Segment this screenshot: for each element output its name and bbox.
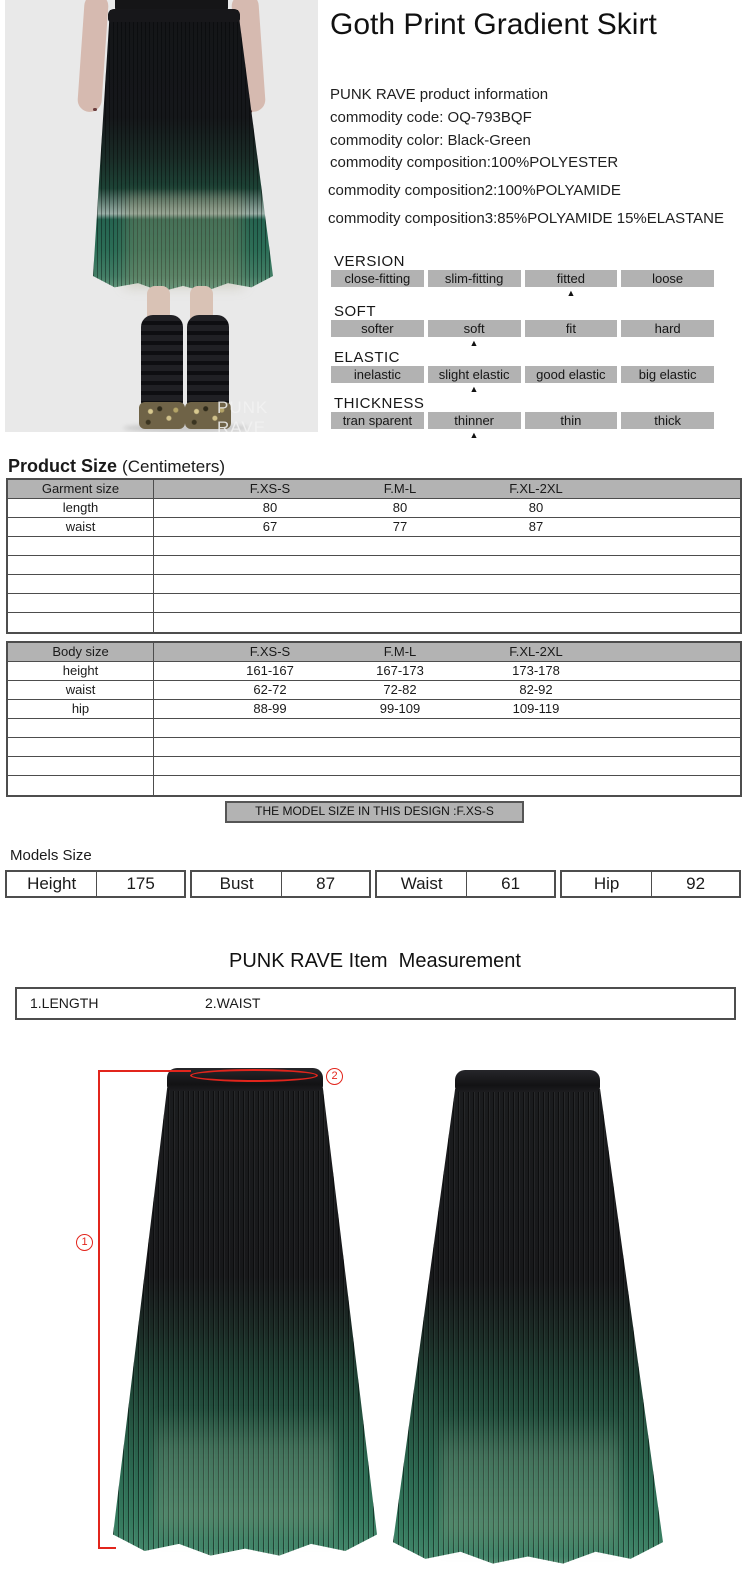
sheer-hem-area: [125, 195, 243, 287]
attr-option: slim-fitting: [428, 270, 521, 287]
model-size-note: THE MODEL SIZE IN THIS DESIGN :F.XS-S: [225, 801, 524, 823]
table-row-empty: [8, 556, 740, 575]
table-divider: [153, 643, 154, 795]
ms-value: 87: [316, 874, 336, 893]
attr-version-label: VERSION: [334, 253, 406, 270]
attr-elastic-label: ELASTIC: [334, 349, 401, 366]
ms-label: Bust: [192, 872, 282, 896]
cell-value: 80: [528, 500, 544, 515]
header-cell: Body size: [52, 644, 109, 659]
attr-option-selected: soft: [428, 320, 521, 337]
header-cell: F.XS-S: [249, 644, 291, 659]
row-label: height: [62, 663, 99, 678]
header-cell: F.M-L: [383, 481, 417, 496]
cell-value: 161-167: [246, 663, 294, 678]
table-row-empty: [8, 757, 740, 776]
product-title: Goth Print Gradient Skirt: [330, 8, 657, 41]
commodity-color: commodity color: Black-Green: [330, 132, 531, 149]
table-row: [8, 662, 740, 681]
nail-detail: [93, 108, 97, 111]
attr-option: big elastic: [621, 366, 714, 383]
commodity-composition3: commodity composition3:85%POLYAMIDE 15%ELASTANE: [328, 210, 724, 227]
skirt-back-sheer: [440, 1415, 620, 1555]
attr-option: thick: [621, 412, 714, 429]
table-row: [8, 700, 740, 719]
attr-option: good elastic: [525, 366, 618, 383]
cell-value: 67: [262, 519, 278, 534]
attr-thickness-options: [331, 412, 714, 429]
table-divider: [153, 480, 154, 632]
garment-size-table: [6, 478, 742, 634]
attr-option: hard: [621, 320, 714, 337]
attr-option-selected: thinner: [428, 412, 521, 429]
annotation-circle-1: 1: [76, 1234, 93, 1251]
row-label: hip: [71, 701, 90, 716]
ms-value: 175: [126, 874, 155, 893]
cell-value: 167-173: [376, 663, 424, 678]
attr-thickness-label: THICKNESS: [334, 395, 425, 412]
product-size-title-bold: Product Size: [8, 456, 118, 476]
table-header-row: [8, 480, 740, 499]
table-row-empty: [8, 594, 740, 613]
measurement-title: PUNK RAVE Item Measurement: [229, 950, 521, 972]
cell-value: 87: [528, 519, 544, 534]
skirt-front-sheer: [155, 1410, 335, 1545]
skirt-back-waistband: [455, 1070, 600, 1092]
cell-value: 82-92: [519, 682, 553, 697]
cell-value: 80: [392, 500, 408, 515]
commodity-composition2: commodity composition2:100%POLYAMIDE: [328, 182, 621, 199]
commodity-composition: commodity composition:100%POLYESTER: [330, 154, 619, 171]
model-left-arm: [77, 0, 109, 113]
cell-value: 77: [392, 519, 408, 534]
attr-option: loose: [621, 270, 714, 287]
table-row: [8, 499, 740, 518]
annotation-circle-2: 2: [326, 1068, 343, 1085]
header-cell: Garment size: [41, 481, 120, 496]
header-cell: F.XL-2XL: [509, 644, 563, 659]
left-boot-platform: [139, 402, 185, 429]
attr-option: thin: [525, 412, 618, 429]
attr-option: tran sparent: [331, 412, 424, 429]
table-row-empty: [8, 776, 740, 795]
attr-option-selected: slight elastic: [428, 366, 521, 383]
attr-soft-options: [331, 320, 714, 337]
brand-watermark: PUNK RAVE: [217, 398, 269, 432]
length-measure-line: [98, 1071, 100, 1549]
body-size-table: [6, 641, 742, 797]
arrow-up-icon: ▲: [469, 338, 479, 348]
cell-value: 99-109: [379, 701, 421, 716]
table-row: [8, 518, 740, 537]
product-size-title: [8, 456, 225, 477]
product-size-title-note: (Centimeters): [122, 457, 226, 476]
row-label: waist: [65, 519, 96, 534]
ms-label: Height: [7, 872, 97, 896]
table-row-empty: [8, 575, 740, 594]
table-header-row: [8, 643, 740, 662]
arrow-up-icon: ▲: [566, 288, 576, 298]
table-row: [8, 681, 740, 700]
header-cell: F.XS-S: [249, 481, 291, 496]
attr-option: softer: [331, 320, 424, 337]
cell-value: 62-72: [253, 682, 287, 697]
right-boot: [187, 315, 229, 407]
measurement-item-length: 1.LENGTH: [30, 995, 99, 1011]
row-label: waist: [65, 682, 96, 697]
ms-value: 92: [686, 874, 706, 893]
length-measure-bottom-tick: [98, 1547, 116, 1549]
header-cell: F.M-L: [383, 644, 417, 659]
header-cell: F.XL-2XL: [509, 481, 563, 496]
models-size-waist: [375, 870, 556, 898]
attr-version-options: [331, 270, 714, 287]
measurement-legend: [15, 987, 736, 1020]
skirt-waistband: [108, 9, 240, 22]
cell-value: 72-82: [383, 682, 417, 697]
table-row-empty: [8, 613, 740, 632]
arrow-up-icon: ▲: [469, 430, 479, 440]
attr-option: inelastic: [331, 366, 424, 383]
ms-label: Hip: [562, 872, 652, 896]
cell-value: 109-119: [512, 701, 560, 716]
cell-value: 173-178: [512, 663, 560, 678]
row-label: length: [62, 500, 99, 515]
ms-value: 61: [501, 874, 521, 893]
models-size-title: Models Size: [10, 847, 92, 864]
attr-option: close-fitting: [331, 270, 424, 287]
attr-elastic-options: [331, 366, 714, 383]
table-row-empty: [8, 719, 740, 738]
table-row-empty: [8, 537, 740, 556]
measurement-item-waist: 2.WAIST: [205, 995, 261, 1011]
attr-option: fit: [525, 320, 618, 337]
cell-value: 88-99: [253, 701, 287, 716]
info-header: PUNK RAVE product information: [330, 86, 549, 103]
left-boot: [141, 315, 183, 407]
models-size-bust: [190, 870, 371, 898]
models-size-hip: [560, 870, 741, 898]
attr-soft-label: SOFT: [334, 303, 376, 320]
model-photo: [5, 0, 318, 432]
commodity-code: commodity code: OQ-793BQF: [330, 109, 532, 126]
arrow-up-icon: ▲: [469, 384, 479, 394]
attr-option-selected: fitted: [525, 270, 618, 287]
table-row-empty: [8, 738, 740, 757]
length-measure-top-tick: [98, 1070, 191, 1072]
cell-value: 80: [262, 500, 278, 515]
waist-measure-ellipse: [190, 1069, 318, 1082]
models-size-height: [5, 870, 186, 898]
ms-label: Waist: [377, 872, 467, 896]
